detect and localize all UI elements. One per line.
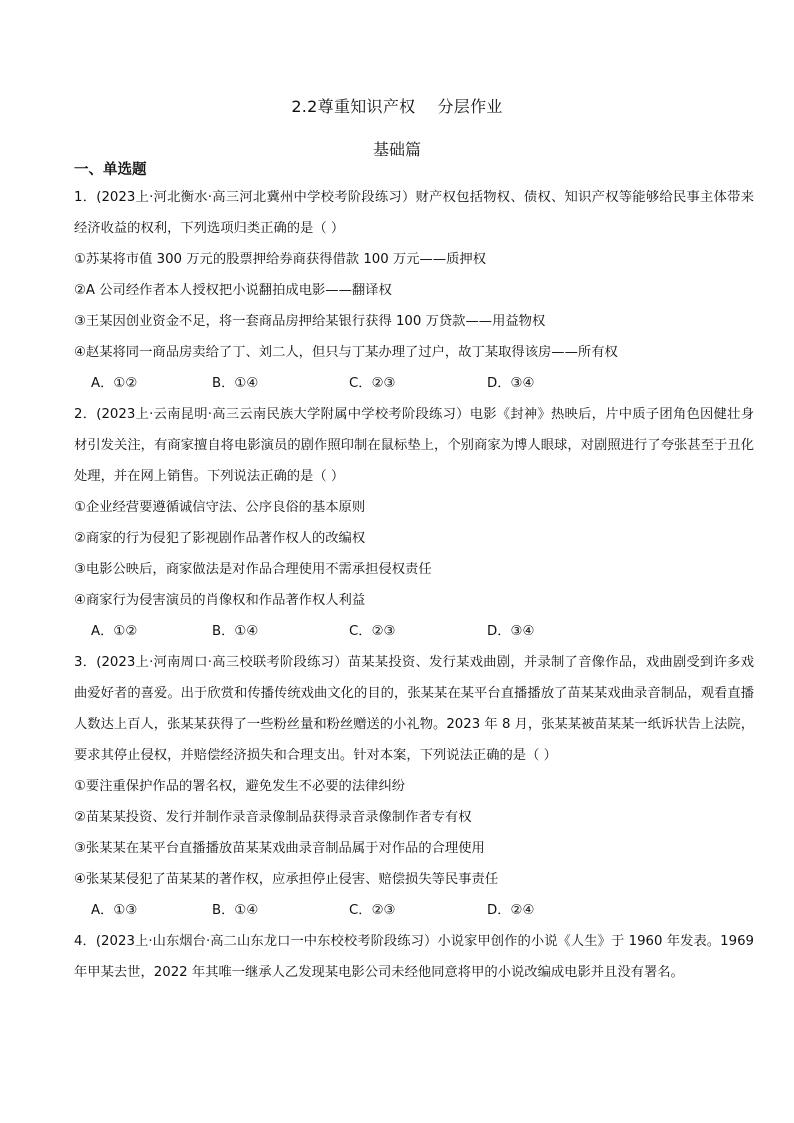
choice-d[interactable]: D．②④: [487, 903, 535, 918]
choice-a[interactable]: A．①②: [91, 624, 138, 639]
question-stem: 4．(2023上·山东烟台·高二山东龙口一中东校校考阶段练习）小说家甲创作的小说《人生》于 1960 年发表。1969 年甲某去世，2022 年其唯一继承人乙发现某电影公司未经他同意将甲的小说改编成电影并且没有署名。: [74, 934, 754, 980]
statement-option: ①企业经营要遵循诚信守法、公序良俗的基本原则: [74, 500, 366, 515]
choice-a[interactable]: A．①③: [91, 903, 138, 918]
statement-option: ③电影公映后，商家做法是对作品合理使用不需承担侵权责任: [74, 562, 432, 577]
statement-option: ④商家行为侵害演员的肖像权和作品著作权人利益: [74, 593, 366, 608]
statement-option: ③张某某在某平台直播播放苗某某戏曲录音制品属于对作品的合理使用: [74, 841, 485, 856]
choice-c[interactable]: C．②③: [349, 376, 396, 391]
question-2: [74, 399, 754, 647]
choice-c[interactable]: C．②③: [349, 624, 396, 639]
choice-b[interactable]: B．①④: [212, 903, 259, 918]
page-title: [0, 97, 794, 117]
question-4: [74, 926, 754, 988]
statement-option: ④张某某侵犯了苗某某的著作权，应承担停止侵害、赔偿损失等民事责任: [74, 872, 499, 887]
choice-d[interactable]: D．③④: [487, 624, 535, 639]
title-tag: 分层作业: [437, 97, 503, 116]
question-stem: 2．(2023上·云南昆明·高三云南民族大学附属中学校考阶段练习）电影《封神》热映后，片中质子团角色因健壮身材引发关注，有商家擅自将电影演员的剧作照印制在鼠标垫上，个别商家为博人眼球，对剧照进行了夸张甚至于丑化处理，并在网上销售。下列说法正确的是（ ）: [74, 407, 754, 484]
statement-option: ②A 公司经作者本人授权把小说翻拍成电影——翻译权: [74, 283, 392, 298]
choice-a[interactable]: A．①②: [91, 376, 138, 391]
statement-option: ③王某因创业资金不足，将一套商品房押给某银行获得 100 万贷款——用益物权: [74, 314, 546, 329]
question-1: [74, 182, 754, 399]
choice-b[interactable]: B．①④: [212, 376, 259, 391]
section-heading: 一、单选题: [74, 162, 147, 178]
level-subtitle: 基础篇: [372, 140, 421, 159]
answer-choices: [74, 895, 754, 926]
choice-d[interactable]: D．③④: [487, 376, 535, 391]
answer-choices: [74, 616, 754, 647]
question-stem: 3．(2023上·河南周口·高三校联考阶段练习）苗某某投资、发行某戏曲剧，并录制了音像作品，戏曲剧受到许多戏曲爱好者的喜爱。出于欣赏和传播传统戏曲文化的目的，张某某在某平台直播播放了苗某某戏曲录音制品，观看直播人数达上百人，张某某获得了一些粉丝量和粉丝赠送的小礼物。2023 年 8 月，张某某被苗某某一纸诉状告上法院，要求其停止侵权，并赔偿经济损失和合理支出。针对本案，下列说法正确的是（ ）: [74, 655, 754, 763]
statement-option: ①要注重保护作品的署名权，避免发生不必要的法律纠纷: [74, 779, 406, 794]
statement-option: ②商家的行为侵犯了影视剧作品著作权人的改编权: [74, 531, 366, 546]
question-list: [74, 182, 754, 988]
question-stem: 1．(2023上·河北衡水·高三河北冀州中学校考阶段练习）财产权包括物权、债权、知识产权等能够给民事主体带来经济收益的权利，下列选项归类正确的是（ ）: [74, 190, 754, 236]
title-text: 2.2尊重知识产权: [291, 97, 416, 116]
statement-option: ④赵某将同一商品房卖给了丁、刘二人，但只与丁某办理了过户，故丁某取得该房——所有权: [74, 345, 618, 360]
statement-option: ②苗某某投资、发行并制作录音录像制品获得录音录像制作者专有权: [74, 810, 472, 825]
question-3: [74, 647, 754, 926]
answer-choices: [74, 368, 754, 399]
choice-b[interactable]: B．①④: [212, 624, 259, 639]
choice-c[interactable]: C．②③: [349, 903, 396, 918]
statement-option: ①苏某将市值 300 万元的股票押给券商获得借款 100 万元——质押权: [74, 252, 487, 267]
